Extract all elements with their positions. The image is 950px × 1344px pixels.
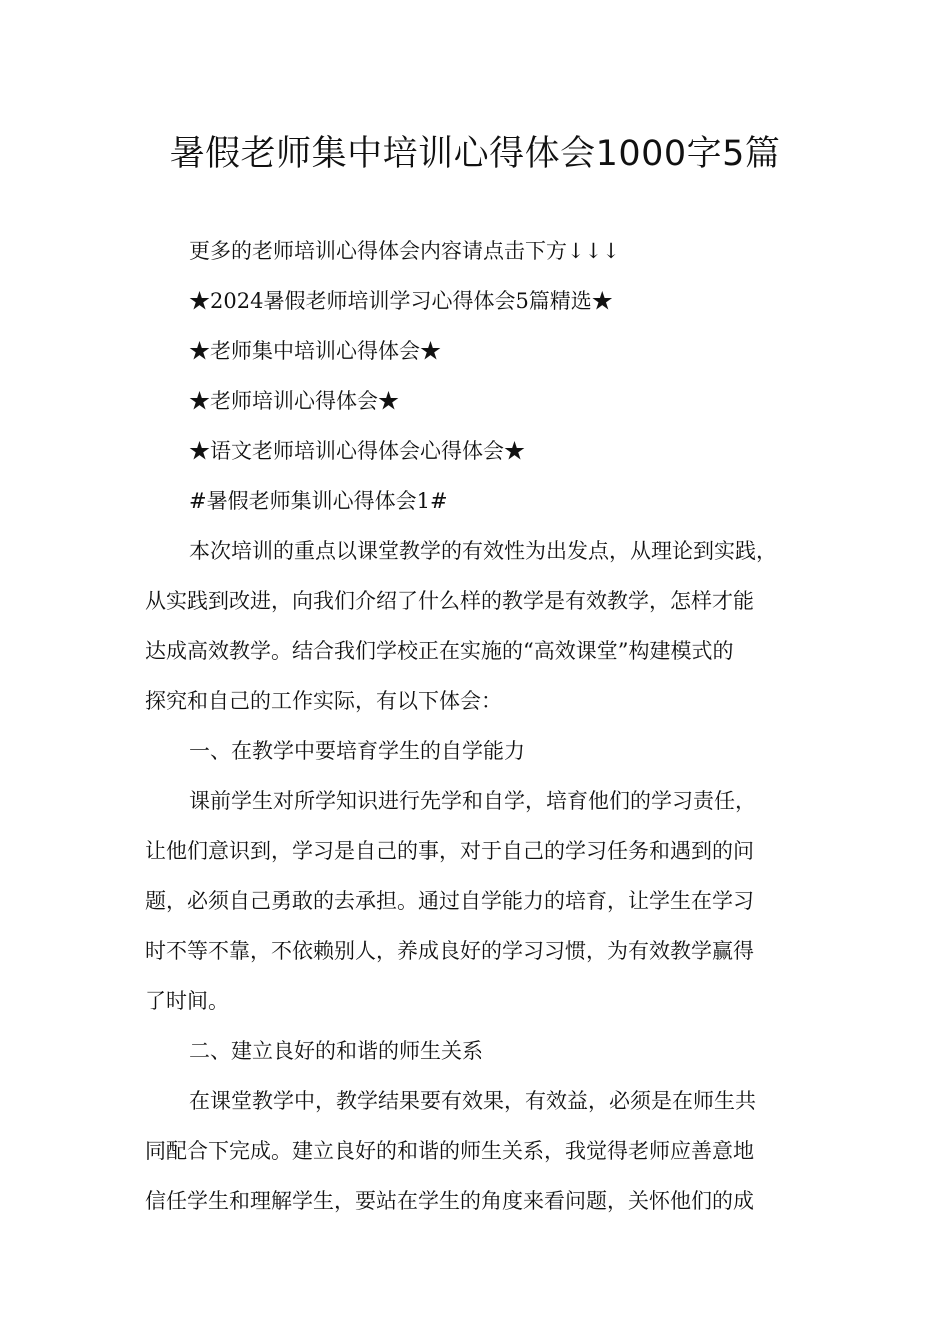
link-line-teacher-training[interactable]: ★老师培训心得体会★ xyxy=(189,389,399,413)
paragraph-line: 在课堂教学中，教学结果要有效果，有效益，必须是在师生共 xyxy=(189,1089,756,1113)
text-line-intro: 更多的老师培训心得体会内容请点击下方↓↓↓ xyxy=(189,239,620,263)
paragraph-line: 让他们意识到，学习是自己的事，对于自己的学习任务和遇到的问 xyxy=(145,839,754,863)
link-line-2024-summer-training[interactable]: ★2024暑假老师培训学习心得体会5篇精选★ xyxy=(189,289,613,313)
link-line-chinese-teacher-training[interactable]: ★语文老师培训心得体会心得体会★ xyxy=(189,439,525,463)
paragraph-line: 课前学生对所学知识进行先学和自学，培育他们的学习责任， xyxy=(189,789,756,813)
paragraph-line: 题，必须自己勇敢的去承担。通过自学能力的培育，让学生在学习 xyxy=(145,889,754,913)
subheading-1: 一、在教学中要培育学生的自学能力 xyxy=(189,739,525,763)
document-body xyxy=(145,226,810,1226)
paragraph-line: 了时间。 xyxy=(145,989,229,1013)
link-line-centralized-training[interactable]: ★老师集中培训心得体会★ xyxy=(189,339,441,363)
paragraph-line: 达成高效教学。结合我们学校正在实施的“高效课堂”构建模式的 xyxy=(145,639,734,663)
paragraph-line: 从实践到改进，向我们介绍了什么样的教学是有效教学，怎样才能 xyxy=(145,589,754,613)
paragraph-line: 同配合下完成。建立良好的和谐的师生关系，我觉得老师应善意地 xyxy=(145,1139,754,1163)
section-heading-1: #暑假老师集训心得体会1# xyxy=(189,489,448,513)
document-title: 暑假老师集中培训心得体会1000字5篇 xyxy=(169,134,781,174)
paragraph-line: 本次培训的重点以课堂教学的有效性为出发点，从理论到实践， xyxy=(189,539,777,563)
paragraph-line: 探究和自己的工作实际，有以下体会： xyxy=(145,689,502,713)
paragraph-line: 时不等不靠，不依赖别人，养成良好的学习习惯，为有效教学赢得 xyxy=(145,939,754,963)
paragraph-line: 信任学生和理解学生，要站在学生的角度来看问题，关怀他们的成 xyxy=(145,1189,754,1213)
subheading-2: 二、建立良好的和谐的师生关系 xyxy=(189,1039,483,1063)
